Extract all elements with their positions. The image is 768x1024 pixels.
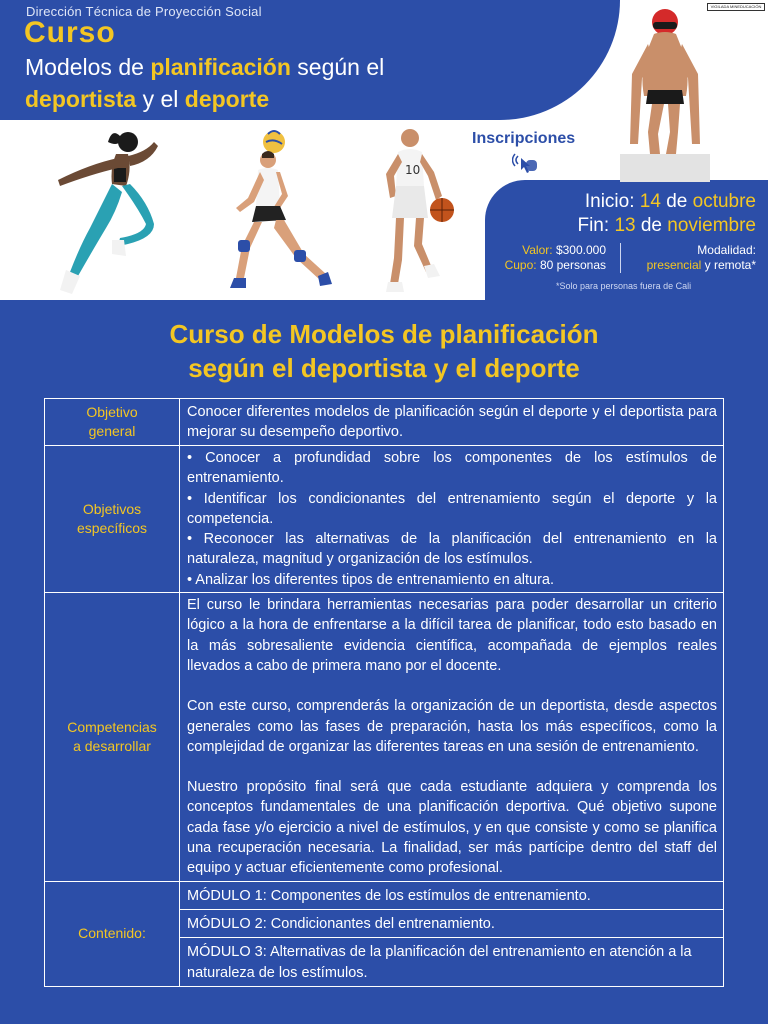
competencias-text: [180, 593, 724, 882]
price-and-capacity: [505, 243, 606, 273]
contenido-label: Contenido:: [45, 881, 180, 986]
swimmer-athlete-image: [620, 4, 710, 182]
mineducacion-stamp: VIGILADA MINEDUCACIÓN: [707, 3, 765, 11]
table-row-objetivo-general: [45, 399, 724, 446]
modulo-2: MÓDULO 2: Condicionantes del entrenamiento.: [180, 909, 724, 937]
inscripciones-link[interactable]: Inscripciones: [472, 130, 576, 147]
competencias-label: Competencias a desarrollar: [45, 593, 180, 882]
paragraph: El curso le brindara herramientas necesarias para poder desarrollar un criterio lógico a la hora de enfrentarse a la difícil tarea de planificar, todo esto basado en la más sobresaliente evidencia científica, acompañada de ejemplos reales llevados a cabo de primera mano por el docente.: [187, 597, 717, 674]
table-row-objetivos-especificos: [45, 446, 724, 593]
list-item: • Analizar los diferentes tipos de entrenamiento en altura.: [187, 571, 554, 588]
table-row-competencias: [45, 593, 724, 882]
modality: Modalidad: presencial y remota*: [646, 243, 756, 272]
runner-athlete-image: [50, 128, 165, 300]
course-price-info: [494, 243, 756, 275]
paragraph: Con este curso, comprenderás la organización de un deportista, desde aspectos generales como las fases de preparación, hasta los más específicos, como la complejidad de organizar las diferentes tareas en una sesión de entrenamiento.: [187, 698, 717, 755]
modulo-3: MÓDULO 3: Alternativas de la planificación del entrenamiento en atención a la naturaleza de los estímulos.: [180, 938, 724, 987]
pointer-click-icon[interactable]: [512, 152, 538, 174]
paragraph: Nuestro propósito final será que cada estudiante adquiera y comprenda los conceptos fundamentales de una planificación deportiva. Qué objetivo supone cada fase y/o ejercicio a nivel de estímulos, y en que consiste y como se planifica una recuperación necesaria. La finalidad, ser más partícipe dentro del staff del equipo y actuar eficientemente como profesional.: [187, 779, 717, 877]
list-item: • Conocer a profundidad sobre los componentes de los estímulos de entrenamiento.: [187, 450, 717, 487]
course-title-line-1: Modelos de planificación según el: [25, 54, 385, 80]
list-item: • Identificar los condicionantes del entrenamiento según el deporte y la competencia.: [187, 490, 717, 527]
objetivos-especificos-label: Objetivos específicos: [45, 446, 180, 593]
objetivo-general-text: Conocer diferentes modelos de planificación según el deporte y el deportista para mejorar su desempeño deportivo.: [180, 399, 724, 446]
course-dates: [577, 190, 756, 238]
page-title: Curso de Modelos de planificación según el deportista y el deporte: [169, 319, 599, 383]
course-title-line-2: deportista y el deporte: [25, 86, 270, 112]
department-name: Dirección Técnica de Proyección Social: [26, 4, 262, 19]
end-date: Fin: 13 de noviembre: [577, 215, 756, 236]
modality-footnote: *Solo para personas fuera de Cali: [556, 281, 692, 291]
volleyball-athlete-image: [222, 128, 337, 300]
modulo-1: MÓDULO 1: Componentes de los estímulos de entrenamiento.: [180, 881, 724, 909]
info-divider: [620, 243, 621, 273]
hero-banner: [0, 0, 768, 300]
course-word: Curso: [24, 16, 116, 49]
capacity: Cupo: 80 personas: [504, 258, 606, 272]
start-date: Inicio: 14 de octubre: [584, 191, 756, 212]
price: Valor: $300.000: [522, 243, 606, 257]
table-row-modulo-1: [45, 881, 724, 909]
basketball-athlete-image: [368, 126, 463, 300]
svg-text:10: 10: [405, 163, 421, 177]
objetivos-especificos-list: [180, 446, 724, 593]
list-item: • Reconocer las alternativas de la planificación del entrenamiento en la naturaleza, magnitud y organización de los estímulos.: [187, 531, 717, 568]
objetivo-general-label: Objetivo general: [45, 399, 180, 446]
course-info-table: [44, 398, 724, 987]
